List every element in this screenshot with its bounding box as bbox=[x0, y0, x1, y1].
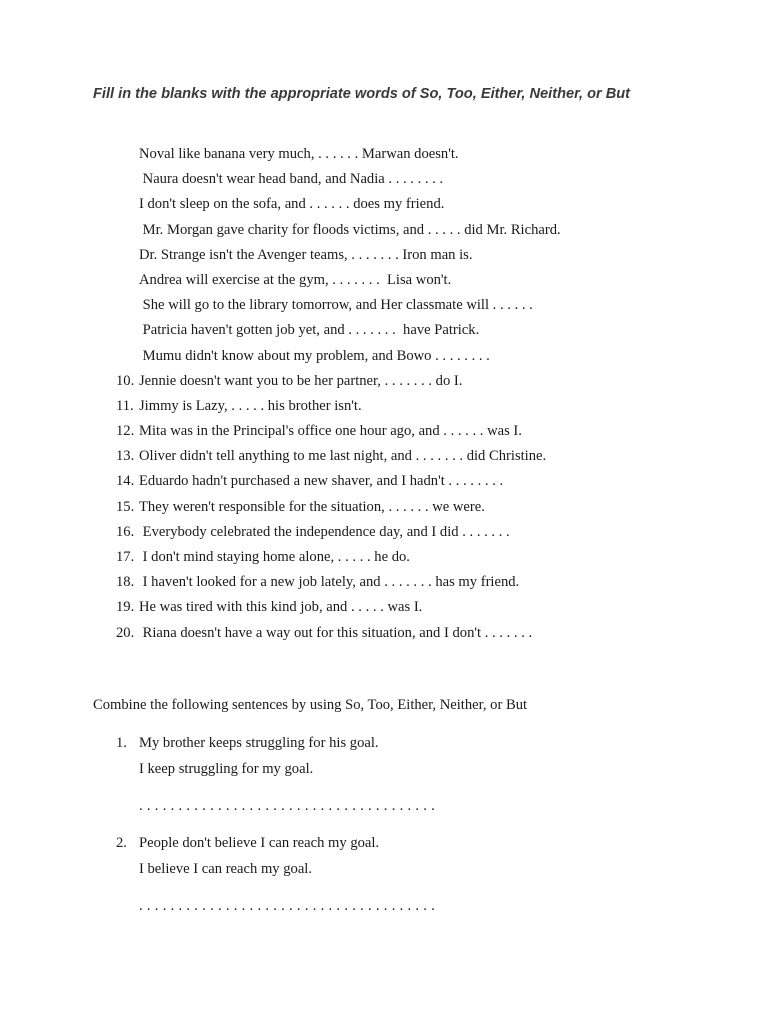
item-text: I haven't looked for a new job lately, and . . . . . . . has my friend. bbox=[139, 574, 520, 591]
answer-blank[interactable]: . . . . . . . . . . . . . . . . . . . . . . . . . . . . . . . . . . . . . . bbox=[139, 898, 436, 914]
item-number: 19. bbox=[116, 599, 135, 616]
item-number: 14. bbox=[116, 473, 135, 490]
item-text: I don't sleep on the sofa, and . . . . . . does my friend. bbox=[139, 196, 445, 213]
section-1-title: Fill in the blanks with the appropriate words of So, Too, Either, Neither, or But bbox=[93, 86, 631, 102]
item-number: 18. bbox=[116, 574, 135, 591]
item-text: Dr. Strange isn't the Avenger teams, . . . . . . . Iron man is. bbox=[139, 246, 473, 263]
item-number: 11. bbox=[116, 397, 134, 414]
item-number: 15. bbox=[116, 498, 135, 515]
item-number: 16. bbox=[116, 523, 135, 540]
item-number: 17. bbox=[116, 549, 135, 565]
item-number: 13. bbox=[116, 448, 135, 465]
sentence-1: People don't believe I can reach my goal. bbox=[139, 835, 380, 851]
item-text: Andrea will exercise at the gym, . . . . . . . Lisa won't. bbox=[139, 271, 452, 288]
item-text: Mumu didn't know about my problem, and Bowo . . . . . . . . bbox=[139, 347, 490, 364]
sentence-1: My brother keeps struggling for his goal. bbox=[139, 735, 379, 751]
item-text: Mita was in the Principal's office one hour ago, and . . . . . . was I. bbox=[139, 423, 522, 440]
answer-blank[interactable]: . . . . . . . . . . . . . . . . . . . . . . . . . . . . . . . . . . . . . . bbox=[139, 798, 436, 814]
item-text: Eduardo hadn't purchased a new shaver, and I hadn't . . . . . . . . bbox=[139, 473, 504, 490]
item-text: He was tired with this kind job, and . . . . . was I. bbox=[139, 599, 423, 616]
item-text: Noval like banana very much, . . . . . . Marwan doesn't. bbox=[139, 146, 459, 162]
item-text: Everybody celebrated the independence day, and I did . . . . . . . bbox=[139, 523, 510, 540]
item-number: 20. bbox=[116, 624, 135, 641]
section-2-title: Combine the following sentences by using So, Too, Either, Neither, or But bbox=[93, 697, 528, 713]
item-text: She will go to the library tomorrow, and Her classmate will . . . . . . bbox=[139, 297, 533, 314]
item-text: Oliver didn't tell anything to me last night, and . . . . . . . did Christine. bbox=[139, 448, 547, 465]
item-text: Naura doesn't wear head band, and Nadia . . . . . . . . bbox=[139, 171, 444, 188]
item-number: 2. bbox=[116, 835, 127, 851]
item-number: 10. bbox=[116, 372, 135, 389]
item-text: Riana doesn't have a way out for this situation, and I don't . . . . . . . bbox=[139, 624, 533, 641]
sentence-2: I keep struggling for my goal. bbox=[139, 761, 314, 777]
item-number: 1. bbox=[116, 735, 127, 751]
item-text: Mr. Morgan gave charity for floods victims, and . . . . . did Mr. Richard. bbox=[139, 221, 561, 238]
item-text: Patricia haven't gotten job yet, and . . . . . . . have Patrick. bbox=[139, 322, 480, 339]
item-text: I don't mind staying home alone, . . . . . he do. bbox=[139, 549, 410, 565]
sentence-2: I believe I can reach my goal. bbox=[139, 861, 313, 877]
item-text: Jimmy is Lazy, . . . . . his brother isn't. bbox=[139, 397, 362, 414]
item-text: Jennie doesn't want you to be her partner, . . . . . . . do I. bbox=[139, 372, 463, 389]
item-number: 12. bbox=[116, 423, 135, 440]
item-text: They weren't responsible for the situation, . . . . . . we were. bbox=[139, 498, 485, 515]
